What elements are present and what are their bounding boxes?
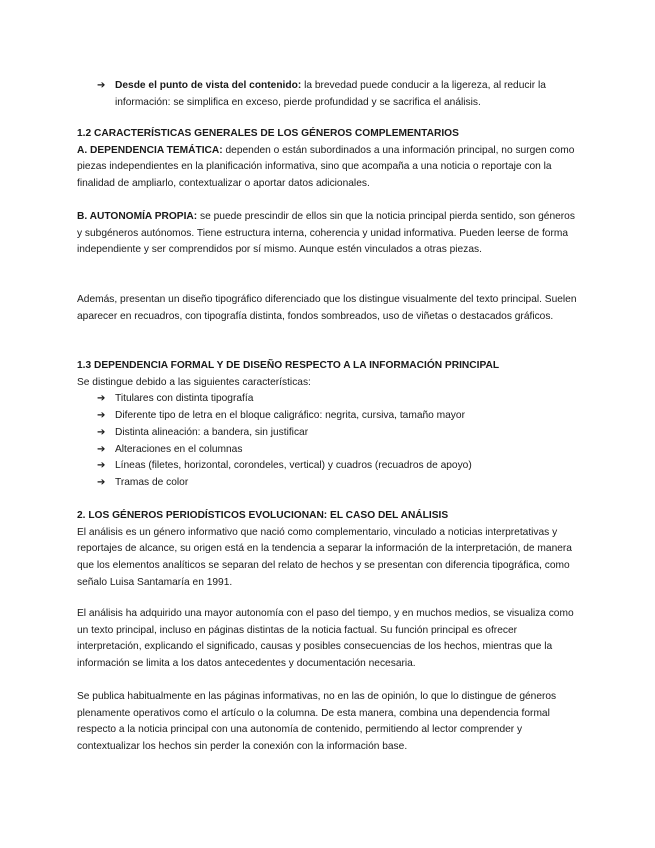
section-1-3-item-text: Titulares con distinta tipografía xyxy=(115,393,254,405)
section-1-2-b xyxy=(77,209,582,259)
section-2-p2: El análisis ha adquirido una mayor autonomía con el paso del tiempo, y en muchos medios, se visualiza como un texto principal, incluso en páginas distintas de la noticia factual. Su función principal es ofrecer interpretación, explicando el significado, causas y posibles consecuencias de los hechos, mientras que la información se limita a los datos antecedentes y documentación necesaria. xyxy=(77,608,574,670)
section-2-p2-block xyxy=(77,606,582,673)
section-1-3-item xyxy=(77,408,582,425)
section-1-3-item xyxy=(77,442,582,459)
section-1-2-extra-text: Además, presentan un diseño tipográfico diferenciado que los distingue visualmente del texto principal. Suelen aparecer en recuadros, con tipografía distinta, fondos sombreados, uso de viñetas o destacados gráficos. xyxy=(77,294,577,322)
section-1-3-list xyxy=(77,391,582,491)
section-1-3-item-text: Tramas de color xyxy=(115,476,189,488)
section-1-2-b-label: B. AUTONOMÍA PROPIA: xyxy=(77,211,198,222)
intro-bullet-text: la brevedad puede conducir a la ligereza, al reducir la información: se simplifica en exceso, pierde profundidad y se sacrifica el análisis. xyxy=(115,80,546,108)
section-1-2-a-label: A. DEPENDENCIA TEMÁTICA: xyxy=(77,144,223,156)
section-1-2-title: 1.2 CARACTERÍSTICAS GENERALES DE LOS GÉNEROS COMPLEMENTARIOS xyxy=(77,128,459,139)
arrow-right-icon: ➔ xyxy=(97,426,106,438)
section-1-2-b-text: se puede prescindir de ellos sin que la noticia principal pierda sentido, son géneros y subgéneros autónomos. Tiene estructura interna, coherencia y unidad informativa. Pueden leerse de forma independiente y ser comprendidos por sí mismo. Aunque estén vinculados a otras piezas. xyxy=(77,211,575,256)
section-1-3-item xyxy=(77,458,582,475)
section-1-3 xyxy=(77,358,582,492)
section-2-p1: El análisis es un género informativo que nació como complementario, vinculado a noticias interpretativas y reportajes de alcance, su origen está en la tendencia a separar la información de la interpretación, de manera que los elementos analíticos se separan del relato de hechos y se presentan con diferencia tipográfica, como señalo Luisa Santamaría en 1991. xyxy=(77,526,572,588)
section-2-p3-block xyxy=(77,689,582,756)
intro-bullet-bold: Desde el punto de vista del contenido: xyxy=(115,80,302,91)
section-2 xyxy=(77,508,582,592)
arrow-right-icon: ➔ xyxy=(97,393,106,405)
arrow-right-icon: ➔ xyxy=(97,80,106,91)
section-1-3-item-text: Alteraciones en el columnas xyxy=(115,443,243,455)
section-1-2-extra xyxy=(77,292,582,325)
intro-bullet xyxy=(77,78,582,111)
section-1-2-a xyxy=(77,143,582,193)
section-1-3-item xyxy=(77,391,582,408)
section-1-3-item xyxy=(77,425,582,442)
section-1-3-intro: Se distingue debido a las siguientes características: xyxy=(77,376,311,388)
section-1-3-item-text: Distinta alineación: a bandera, sin justificar xyxy=(115,426,309,438)
section-1-2 xyxy=(77,126,582,193)
arrow-right-icon: ➔ xyxy=(97,476,106,488)
section-2-p3: Se publica habitualmente en las páginas informativas, no en las de opinión, lo que lo distingue de géneros plenamente operativos como el artículo o la columna. De esta manera, combina una dependencia formal respecto a la noticia principal con una autonomía de contenido, permitiendo al lector comprender y contextualizar los hechos sin perder la conexión con la información base. xyxy=(77,691,557,753)
section-2-title: 2. LOS GÉNEROS PERIODÍSTICOS EVOLUCIONAN: EL CASO DEL ANÁLISIS xyxy=(77,510,449,521)
arrow-right-icon: ➔ xyxy=(97,460,106,472)
section-1-3-item-text: Diferente tipo de letra en el bloque caligráfico: negrita, cursiva, tamaño mayor xyxy=(115,410,465,422)
section-1-3-item-text: Líneas (filetes, horizontal, corondeles, vertical) y cuadros (recuadros de apoyo) xyxy=(115,460,472,472)
section-1-3-title: 1.3 DEPENDENCIA FORMAL Y DE DISEÑO RESPECTO A LA INFORMACIÓN PRINCIPAL xyxy=(77,360,500,371)
arrow-right-icon: ➔ xyxy=(97,410,106,422)
section-1-3-item xyxy=(77,475,582,492)
arrow-right-icon: ➔ xyxy=(97,443,106,455)
section-1-2-a-text: dependen o están subordinados a una información principal, no surgen como piezas independientes en la planificación informativa, sino que acompaña a una noticia o reportaje con la finalidad de ampliarlo, contextualizar o aportar datos adicionales. xyxy=(77,144,575,190)
